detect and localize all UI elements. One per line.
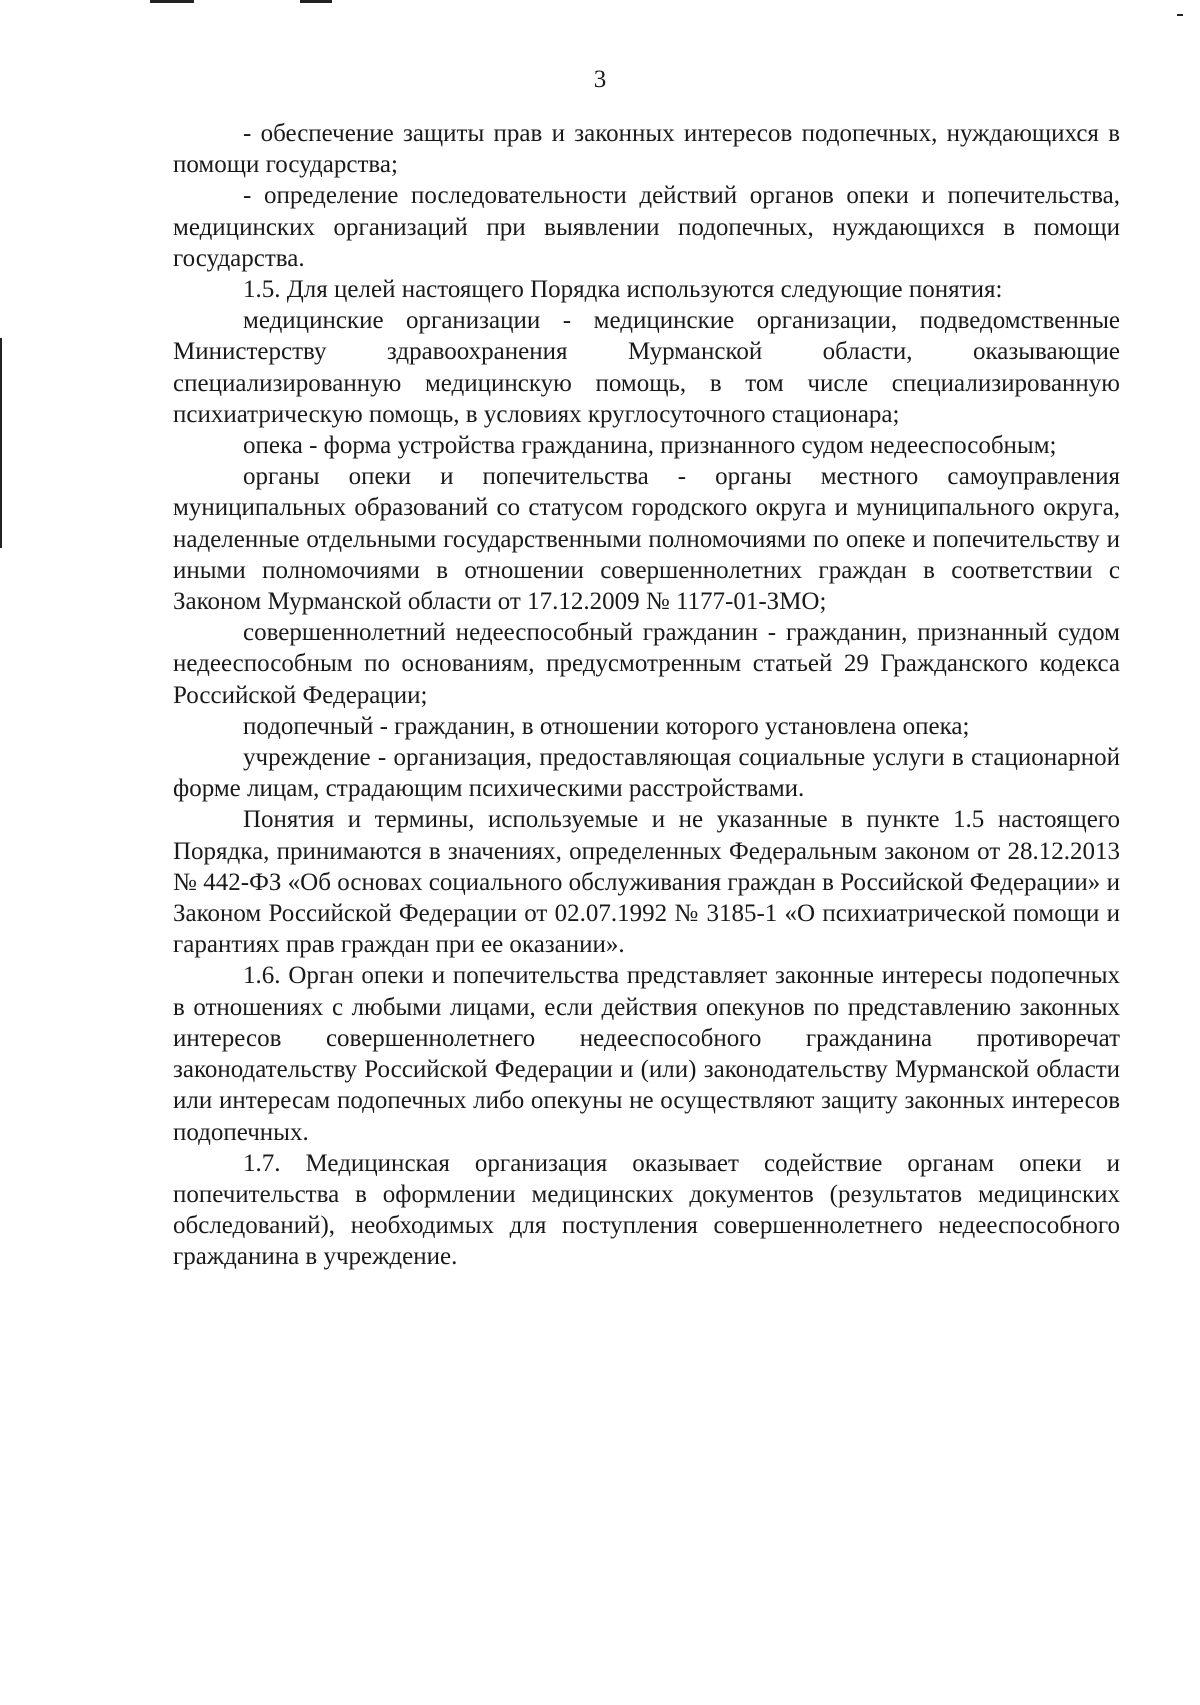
document-body bbox=[173, 118, 1120, 1273]
paragraph: учреждение - организация, предоставляющая социальные услуги в стационарной форме лицам, страдающим психическими расстройствами. bbox=[173, 744, 1120, 803]
scan-artifact-left-edge bbox=[0, 338, 2, 548]
paragraph: органы опеки и попечительства - органы местного самоуправления муниципальных образований со статусом городского округа и муниципального округа, наделенные отдельными государственными полномочиями по опеке и попечительству и иными полномочиями в отношении совершеннолетних граждан в соответствии с Законом Мурманской области от 17.12.2009 № 1177-01-ЗМО; bbox=[173, 463, 1120, 616]
paragraph: 1.5. Для целей настоящего Порядка используются следующие понятия: bbox=[243, 276, 1003, 304]
paragraph: - обеспечение защиты прав и законных интересов подопечных, нуждающихся в помощи государства; bbox=[173, 120, 1120, 179]
paragraph: - определение последовательности действий органов опеки и попечительства, медицинских организаций при выявлении подопечных, нуждающихся в помощи государства. bbox=[173, 182, 1120, 272]
paragraph: подопечный - гражданин, в отношении которого установлена опека; bbox=[243, 712, 970, 740]
scan-artifact-top-2 bbox=[300, 0, 332, 3]
paragraph: 1.6. Орган опеки и попечительства представляет законные интересы подопечных в отношениях с любыми лицами, если действия опекунов по представлению законных интересов совершеннолетнего недееспособного гражданина противоречат законодательству Российской Федерации и (или) законодательству Мурманской области или интересам подопечных либо опекуны не осуществляют защиту законных интересов подопечных. bbox=[173, 962, 1120, 1146]
paragraph: Понятия и термины, используемые и не указанные в пункте 1.5 настоящего Порядка, принимаются в значениях, определенных Федеральным законом от 28.12.2013 № 442-ФЗ «Об основах социального обслуживания граждан в Российской Федерации» и Законом Российской Федерации от 02.07.1992 № 3185-1 «О психиатрической помощи и гарантиях прав граждан при ее оказании». bbox=[173, 806, 1120, 959]
paragraph: опека - форма устройства гражданина, признанного судом недееспособным; bbox=[243, 432, 1057, 460]
paragraph: совершеннолетний недееспособный гражданин - гражданин, признанный судом недееспособным по основаниям, предусмотренным статьей 29 Гражданского кодекса Российской Федерации; bbox=[173, 619, 1120, 709]
page-number: 3 bbox=[593, 66, 607, 93]
paragraph: медицинские организации - медицинские организации, подведомственные Министерству здравоохранения Мурманской области, оказывающие специализированную медицинскую помощь, в том числе специализированную психиатрическую помощь, в условиях круглосуточного стационара; bbox=[173, 307, 1120, 428]
scan-artifact-top-1 bbox=[150, 0, 194, 3]
paragraph: 1.7. Медицинская организация оказывает содействие органам опеки и попечительства в оформлении медицинских документов (результатов медицинских обследований), необходимых для поступления совершеннолетнего недееспособного гражданина в учреждение. bbox=[173, 1149, 1120, 1271]
scan-artifact-top-right bbox=[1177, 14, 1183, 16]
